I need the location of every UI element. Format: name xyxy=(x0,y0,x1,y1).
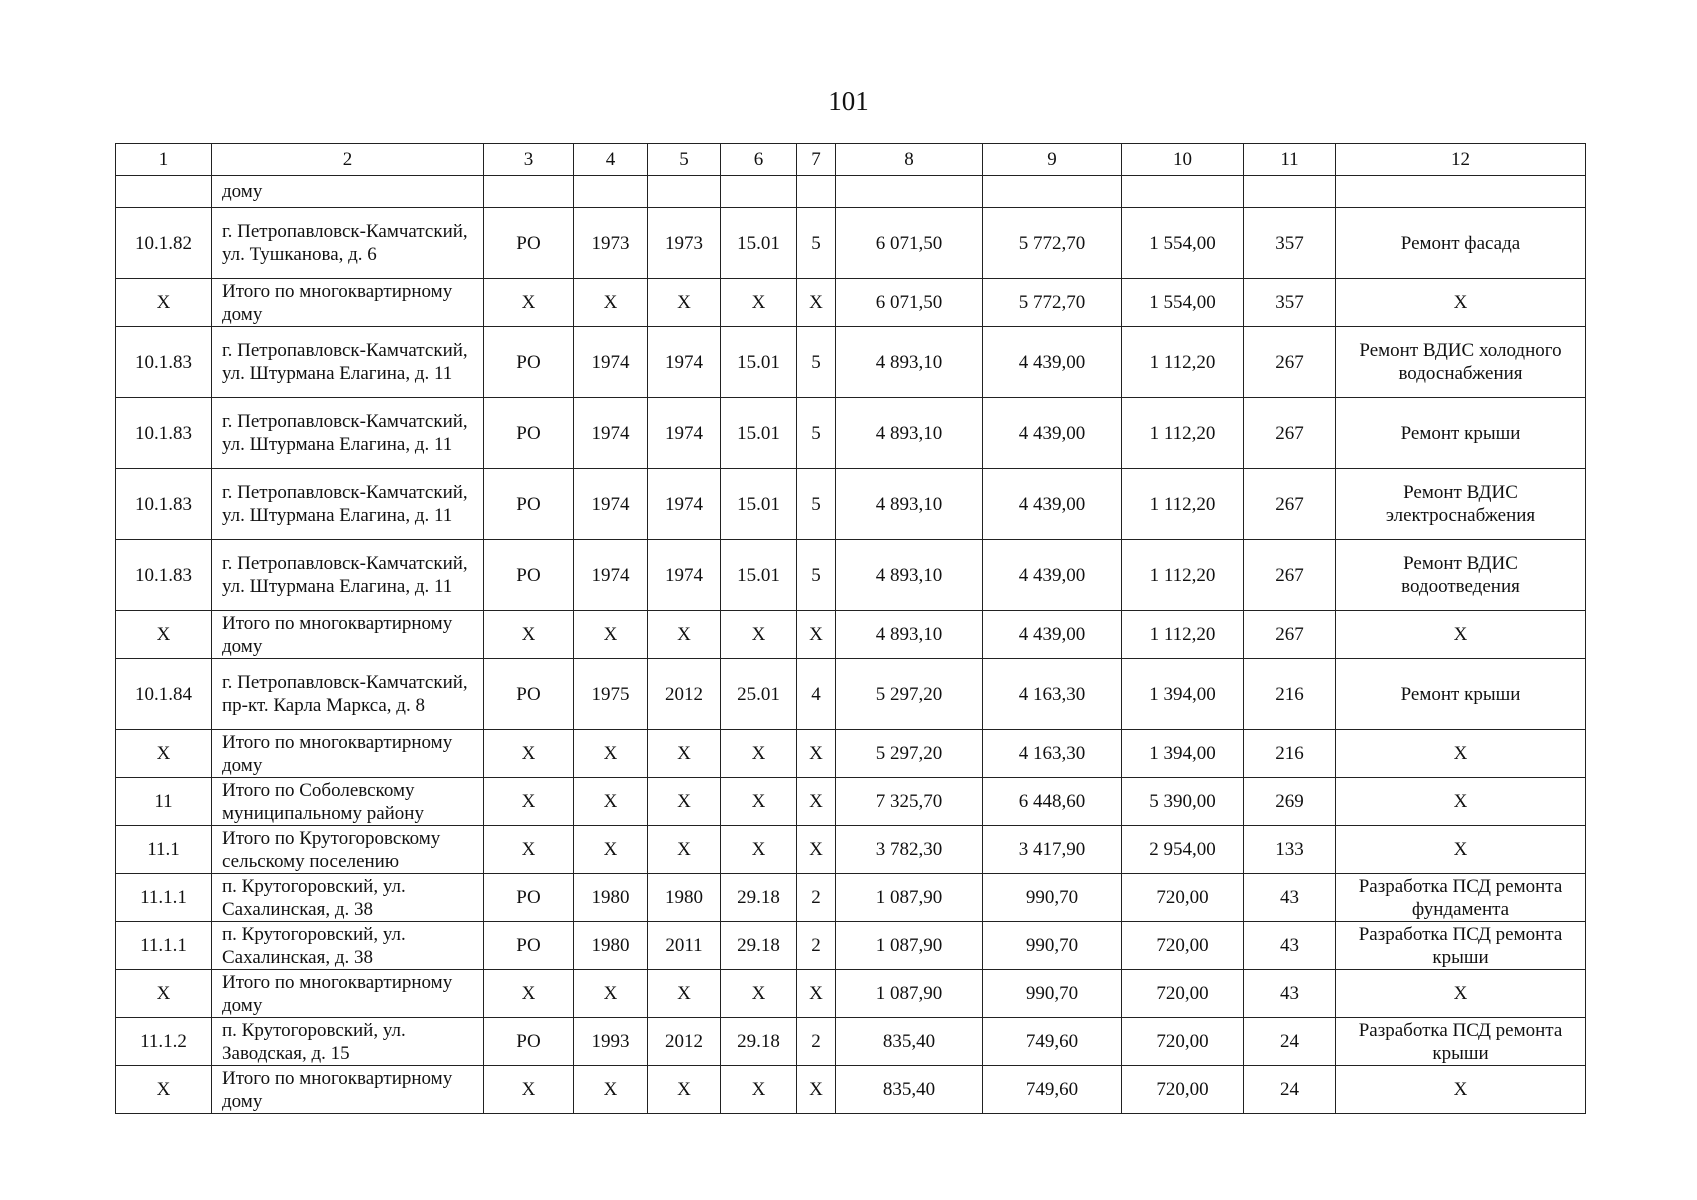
cell-row-number: 10.1.83 xyxy=(116,540,212,611)
cell-floors xyxy=(797,176,836,208)
cell-floors: 5 xyxy=(797,327,836,398)
cell-address: г. Петропавловск-Камчатский, ул. Тушканова, д. 6 xyxy=(212,208,484,279)
cell-floors: Х xyxy=(797,1066,836,1114)
cell-residents: 133 xyxy=(1244,826,1336,874)
cell-floors: Х xyxy=(797,730,836,778)
cell-living-area: 3 417,90 xyxy=(983,826,1122,874)
column-header: 12 xyxy=(1336,144,1586,176)
cell-code: 15.01 xyxy=(721,540,797,611)
cell-owners-area: 1 112,20 xyxy=(1122,398,1244,469)
cell-total-area: 4 893,10 xyxy=(836,540,983,611)
cell-address: г. Петропавловск-Камчатский, ул. Штурмана Елагина, д. 11 xyxy=(212,398,484,469)
cell-address: г. Петропавловск-Камчатский, пр-кт. Карла Маркса, д. 8 xyxy=(212,659,484,730)
cell-floors: Х xyxy=(797,778,836,826)
cell-row-number: 10.1.83 xyxy=(116,469,212,540)
cell-residents: 24 xyxy=(1244,1018,1336,1066)
cell-year-built: Х xyxy=(574,778,648,826)
cell-address: Итого по Соболевскому муниципальному району xyxy=(212,778,484,826)
cell-code: Х xyxy=(721,730,797,778)
cell-floors: 5 xyxy=(797,208,836,279)
table-row xyxy=(116,208,1586,279)
cell-year-repair: Х xyxy=(648,1066,721,1114)
cell-owner-type: РО xyxy=(484,398,574,469)
cell-floors: Х xyxy=(797,279,836,327)
cell-owner-type: РО xyxy=(484,208,574,279)
cell-total-area: 4 893,10 xyxy=(836,469,983,540)
cell-code: 25.01 xyxy=(721,659,797,730)
cell-floors: 4 xyxy=(797,659,836,730)
cell-work-type: Х xyxy=(1336,826,1586,874)
cell-work-type: Ремонт крыши xyxy=(1336,398,1586,469)
cell-total-area: 1 087,90 xyxy=(836,922,983,970)
cell-work-type: Разработка ПСД ремонта крыши xyxy=(1336,922,1586,970)
cell-total-area: 3 782,30 xyxy=(836,826,983,874)
cell-work-type: Х xyxy=(1336,1066,1586,1114)
column-header: 2 xyxy=(212,144,484,176)
cell-owners-area: 1 112,20 xyxy=(1122,611,1244,659)
cell-owners-area: 5 390,00 xyxy=(1122,778,1244,826)
cell-work-type: Ремонт ВДИС холодного водоснабжения xyxy=(1336,327,1586,398)
cell-living-area: 4 163,30 xyxy=(983,659,1122,730)
cell-code: 29.18 xyxy=(721,1018,797,1066)
cell-living-area: 4 439,00 xyxy=(983,611,1122,659)
table-row xyxy=(116,398,1586,469)
cell-year-repair: 1973 xyxy=(648,208,721,279)
cell-total-area: 5 297,20 xyxy=(836,730,983,778)
cell-year-repair: 1974 xyxy=(648,469,721,540)
cell-floors: Х xyxy=(797,611,836,659)
cell-floors: 5 xyxy=(797,469,836,540)
cell-residents: 269 xyxy=(1244,778,1336,826)
cell-living-area: 749,60 xyxy=(983,1018,1122,1066)
cell-living-area xyxy=(983,176,1122,208)
column-header: 1 xyxy=(116,144,212,176)
column-header: 7 xyxy=(797,144,836,176)
cell-work-type xyxy=(1336,176,1586,208)
cell-living-area: 749,60 xyxy=(983,1066,1122,1114)
cell-row-number: Х xyxy=(116,1066,212,1114)
column-header: 9 xyxy=(983,144,1122,176)
cell-residents xyxy=(1244,176,1336,208)
cell-owners-area: 720,00 xyxy=(1122,874,1244,922)
cell-year-built: Х xyxy=(574,1066,648,1114)
cell-year-built: Х xyxy=(574,279,648,327)
cell-living-area: 4 439,00 xyxy=(983,327,1122,398)
cell-work-type: Х xyxy=(1336,279,1586,327)
cell-residents: 267 xyxy=(1244,540,1336,611)
cell-owners-area: 720,00 xyxy=(1122,970,1244,1018)
cell-address: Итого по многоквартирному дому xyxy=(212,611,484,659)
cell-year-built: 1980 xyxy=(574,874,648,922)
table-row xyxy=(116,659,1586,730)
cell-row-number: 10.1.83 xyxy=(116,327,212,398)
cell-owner-type: РО xyxy=(484,1018,574,1066)
table-row xyxy=(116,1066,1586,1114)
cell-address: п. Крутогоровский, ул. Заводская, д. 15 xyxy=(212,1018,484,1066)
cell-residents: 267 xyxy=(1244,327,1336,398)
cell-year-built xyxy=(574,176,648,208)
cell-owner-type: РО xyxy=(484,469,574,540)
cell-living-area: 4 439,00 xyxy=(983,469,1122,540)
cell-owner-type: Х xyxy=(484,730,574,778)
cell-year-built: Х xyxy=(574,611,648,659)
cell-owners-area: 720,00 xyxy=(1122,922,1244,970)
table-row xyxy=(116,176,1586,208)
cell-year-repair xyxy=(648,176,721,208)
table-row xyxy=(116,279,1586,327)
cell-owner-type: РО xyxy=(484,922,574,970)
table-body xyxy=(116,176,1586,1114)
cell-year-repair: Х xyxy=(648,826,721,874)
cell-floors: 2 xyxy=(797,1018,836,1066)
cell-residents: 267 xyxy=(1244,469,1336,540)
cell-total-area: 4 893,10 xyxy=(836,327,983,398)
cell-floors: 5 xyxy=(797,540,836,611)
cell-code: 29.18 xyxy=(721,874,797,922)
cell-code: 15.01 xyxy=(721,208,797,279)
cell-living-area: 990,70 xyxy=(983,922,1122,970)
table-row xyxy=(116,874,1586,922)
cell-address: Итого по многоквартирному дому xyxy=(212,970,484,1018)
cell-year-repair: 1980 xyxy=(648,874,721,922)
cell-address: Итого по Крутогоровскому сельскому поселению xyxy=(212,826,484,874)
cell-year-repair: Х xyxy=(648,970,721,1018)
cell-owners-area: 1 112,20 xyxy=(1122,469,1244,540)
cell-residents: 43 xyxy=(1244,922,1336,970)
cell-code: Х xyxy=(721,826,797,874)
cell-address: Итого по многоквартирному дому xyxy=(212,730,484,778)
cell-residents: 43 xyxy=(1244,970,1336,1018)
cell-year-built: 1974 xyxy=(574,540,648,611)
table-row xyxy=(116,970,1586,1018)
cell-code: Х xyxy=(721,279,797,327)
cell-work-type: Разработка ПСД ремонта фундамента xyxy=(1336,874,1586,922)
cell-owner-type: РО xyxy=(484,327,574,398)
cell-floors: 2 xyxy=(797,922,836,970)
cell-living-area: 6 448,60 xyxy=(983,778,1122,826)
cell-address: г. Петропавловск-Камчатский, ул. Штурмана Елагина, д. 11 xyxy=(212,327,484,398)
column-header: 10 xyxy=(1122,144,1244,176)
cell-year-built: Х xyxy=(574,730,648,778)
cell-code xyxy=(721,176,797,208)
cell-living-area: 5 772,70 xyxy=(983,279,1122,327)
cell-owners-area xyxy=(1122,176,1244,208)
cell-owners-area: 2 954,00 xyxy=(1122,826,1244,874)
cell-address: г. Петропавловск-Камчатский, ул. Штурмана Елагина, д. 11 xyxy=(212,469,484,540)
cell-total-area: 7 325,70 xyxy=(836,778,983,826)
cell-address: дому xyxy=(212,176,484,208)
cell-year-built: 1973 xyxy=(574,208,648,279)
cell-address: Итого по многоквартирному дому xyxy=(212,1066,484,1114)
cell-owner-type: Х xyxy=(484,778,574,826)
page-number: 101 xyxy=(828,86,869,116)
column-header: 8 xyxy=(836,144,983,176)
cell-living-area: 990,70 xyxy=(983,970,1122,1018)
cell-year-built: 1974 xyxy=(574,327,648,398)
cell-total-area: 4 893,10 xyxy=(836,611,983,659)
cell-owners-area: 720,00 xyxy=(1122,1018,1244,1066)
column-header: 4 xyxy=(574,144,648,176)
cell-owners-area: 720,00 xyxy=(1122,1066,1244,1114)
cell-residents: 43 xyxy=(1244,874,1336,922)
cell-row-number: Х xyxy=(116,279,212,327)
cell-residents: 24 xyxy=(1244,1066,1336,1114)
cell-living-area: 5 772,70 xyxy=(983,208,1122,279)
table-row xyxy=(116,540,1586,611)
cell-work-type: Х xyxy=(1336,611,1586,659)
cell-year-repair: Х xyxy=(648,730,721,778)
cell-owners-area: 1 394,00 xyxy=(1122,659,1244,730)
cell-year-repair: Х xyxy=(648,778,721,826)
cell-row-number: 11 xyxy=(116,778,212,826)
cell-residents: 216 xyxy=(1244,659,1336,730)
cell-floors: Х xyxy=(797,826,836,874)
cell-work-type: Х xyxy=(1336,778,1586,826)
cell-owners-area: 1 554,00 xyxy=(1122,208,1244,279)
cell-work-type: Ремонт ВДИС водоотведения xyxy=(1336,540,1586,611)
cell-row-number: 11.1.2 xyxy=(116,1018,212,1066)
cell-owners-area: 1 112,20 xyxy=(1122,540,1244,611)
cell-year-repair: Х xyxy=(648,611,721,659)
cell-row-number: 10.1.84 xyxy=(116,659,212,730)
cell-work-type: Разработка ПСД ремонта крыши xyxy=(1336,1018,1586,1066)
column-header: 5 xyxy=(648,144,721,176)
cell-living-area: 4 163,30 xyxy=(983,730,1122,778)
cell-year-built: 1975 xyxy=(574,659,648,730)
cell-living-area: 4 439,00 xyxy=(983,398,1122,469)
table-row xyxy=(116,469,1586,540)
cell-code: Х xyxy=(721,611,797,659)
table-row xyxy=(116,611,1586,659)
cell-floors: 2 xyxy=(797,874,836,922)
cell-code: 15.01 xyxy=(721,469,797,540)
cell-work-type: Х xyxy=(1336,730,1586,778)
cell-code: 15.01 xyxy=(721,327,797,398)
cell-residents: 267 xyxy=(1244,398,1336,469)
cell-year-built: 1974 xyxy=(574,398,648,469)
cell-year-built: Х xyxy=(574,970,648,1018)
cell-owner-type: РО xyxy=(484,874,574,922)
cell-address: Итого по многоквартирному дому xyxy=(212,279,484,327)
cell-row-number: 11.1.1 xyxy=(116,922,212,970)
cell-total-area: 1 087,90 xyxy=(836,874,983,922)
table-row xyxy=(116,922,1586,970)
cell-year-built: Х xyxy=(574,826,648,874)
cell-row-number: Х xyxy=(116,611,212,659)
cell-work-type: Ремонт фасада xyxy=(1336,208,1586,279)
cell-year-built: 1980 xyxy=(574,922,648,970)
cell-code: 15.01 xyxy=(721,398,797,469)
table-row xyxy=(116,826,1586,874)
cell-year-repair: 1974 xyxy=(648,327,721,398)
cell-owner-type: Х xyxy=(484,970,574,1018)
cell-address: п. Крутогоровский, ул. Сахалинская, д. 38 xyxy=(212,922,484,970)
cell-row-number: 11.1 xyxy=(116,826,212,874)
cell-year-built: 1993 xyxy=(574,1018,648,1066)
cell-row-number xyxy=(116,176,212,208)
cell-row-number: 10.1.82 xyxy=(116,208,212,279)
cell-owner-type: Х xyxy=(484,611,574,659)
cell-residents: 267 xyxy=(1244,611,1336,659)
cell-code: 29.18 xyxy=(721,922,797,970)
cell-residents: 357 xyxy=(1244,208,1336,279)
cell-total-area: 835,40 xyxy=(836,1018,983,1066)
cell-owner-type: Х xyxy=(484,279,574,327)
cell-total-area: 6 071,50 xyxy=(836,279,983,327)
cell-code: Х xyxy=(721,970,797,1018)
cell-residents: 216 xyxy=(1244,730,1336,778)
data-table xyxy=(115,143,1586,1114)
cell-total-area: 6 071,50 xyxy=(836,208,983,279)
column-header: 11 xyxy=(1244,144,1336,176)
cell-year-repair: 2012 xyxy=(648,659,721,730)
cell-total-area xyxy=(836,176,983,208)
cell-work-type: Ремонт крыши xyxy=(1336,659,1586,730)
cell-total-area: 835,40 xyxy=(836,1066,983,1114)
cell-owner-type xyxy=(484,176,574,208)
cell-floors: 5 xyxy=(797,398,836,469)
cell-address: п. Крутогоровский, ул. Сахалинская, д. 38 xyxy=(212,874,484,922)
cell-total-area: 5 297,20 xyxy=(836,659,983,730)
cell-total-area: 4 893,10 xyxy=(836,398,983,469)
cell-owner-type: Х xyxy=(484,1066,574,1114)
cell-year-repair: 2012 xyxy=(648,1018,721,1066)
cell-work-type: Ремонт ВДИС электроснабжения xyxy=(1336,469,1586,540)
table-row xyxy=(116,327,1586,398)
cell-year-repair: 2011 xyxy=(648,922,721,970)
cell-owners-area: 1 112,20 xyxy=(1122,327,1244,398)
cell-owners-area: 1 394,00 xyxy=(1122,730,1244,778)
cell-year-repair: 1974 xyxy=(648,398,721,469)
cell-owner-type: РО xyxy=(484,540,574,611)
cell-row-number: Х xyxy=(116,730,212,778)
cell-code: Х xyxy=(721,1066,797,1114)
cell-year-repair: Х xyxy=(648,279,721,327)
cell-year-built: 1974 xyxy=(574,469,648,540)
cell-living-area: 4 439,00 xyxy=(983,540,1122,611)
cell-total-area: 1 087,90 xyxy=(836,970,983,1018)
cell-residents: 357 xyxy=(1244,279,1336,327)
column-header: 6 xyxy=(721,144,797,176)
cell-owners-area: 1 554,00 xyxy=(1122,279,1244,327)
table-row xyxy=(116,778,1586,826)
cell-floors: Х xyxy=(797,970,836,1018)
table-row xyxy=(116,1018,1586,1066)
cell-row-number: Х xyxy=(116,970,212,1018)
header-row xyxy=(116,144,1586,176)
cell-address: г. Петропавловск-Камчатский, ул. Штурмана Елагина, д. 11 xyxy=(212,540,484,611)
cell-row-number: 10.1.83 xyxy=(116,398,212,469)
column-header: 3 xyxy=(484,144,574,176)
cell-year-repair: 1974 xyxy=(648,540,721,611)
table-row xyxy=(116,730,1586,778)
cell-owner-type: РО xyxy=(484,659,574,730)
cell-code: Х xyxy=(721,778,797,826)
cell-work-type: Х xyxy=(1336,970,1586,1018)
cell-row-number: 11.1.1 xyxy=(116,874,212,922)
cell-owner-type: Х xyxy=(484,826,574,874)
cell-living-area: 990,70 xyxy=(983,874,1122,922)
